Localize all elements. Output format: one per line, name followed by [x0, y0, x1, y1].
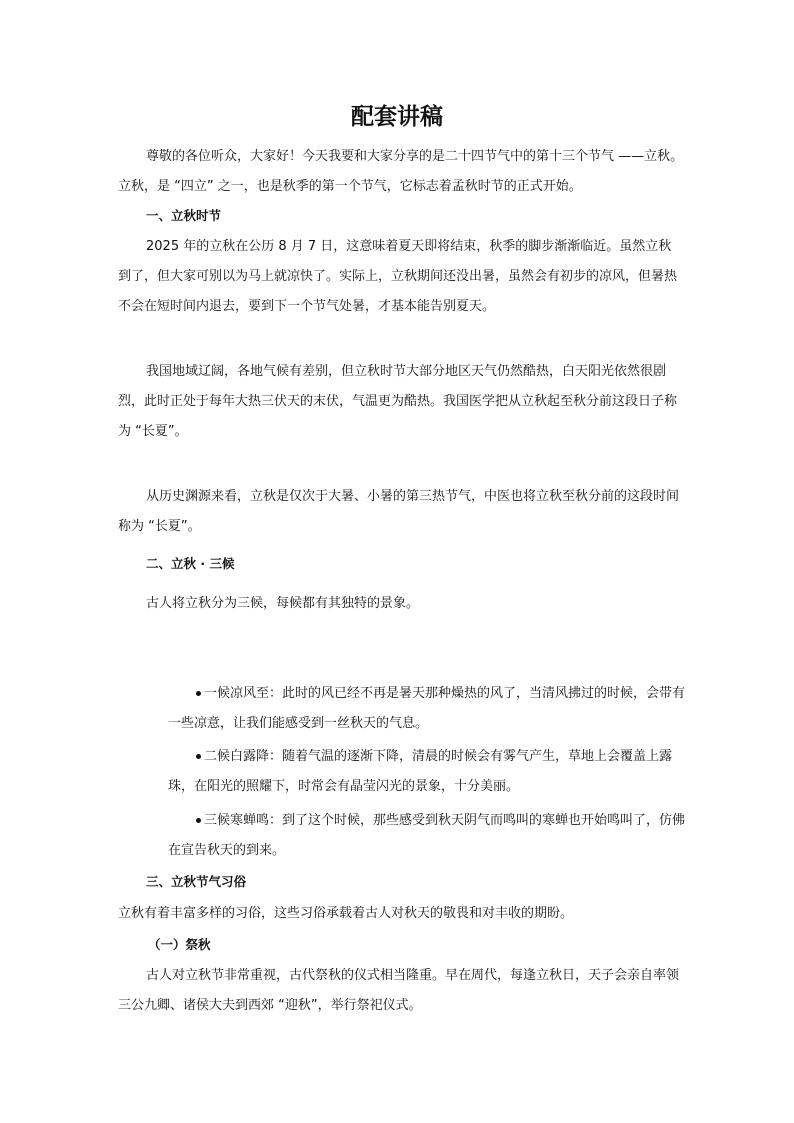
list-item: [168, 742, 688, 802]
list-item-text: 二候白露降：随着气温的逐渐下降，清晨的时候会有雾气产生，草地上会覆盖上露珠，在阳光的照耀下，时常会有晶莹闪光的景象，十分美丽。: [168, 749, 673, 794]
bullet-icon: [196, 691, 201, 696]
section-2-intro: 古人将立秋分为三候，每候都有其独特的景象。: [146, 596, 420, 611]
section-3-heading: 三、立秋节气习俗: [146, 874, 247, 889]
section-1-paragraph-2: 我国地域辽阔，各地气候有差别，但立秋时节大部分地区天气仍然酷热，白天阳光依然很剧烈，此时正处于每年大热三伏天的末伏，气温更为酷热。我国医学把从立秋起至秋分前这段日子称为 “长夏”。: [118, 364, 678, 439]
bullet-icon: [196, 754, 201, 759]
list-item-text: 三候寒蝉鸣：到了这个时候，那些感受到秋天阴气而鸣叫的寒蝉也开始鸣叫了，仿佛在宣告秋天的到来。: [168, 813, 686, 858]
subsection-1-heading: （一）祭秋: [148, 937, 211, 952]
subsection-1-paragraph-1: 古人对立秋节非常重视，古代祭秋的仪式相当隆重。早在周代，每逢立秋日，天子会亲自率领三公九卿、诸侯大夫到西郊 “迎秋”，举行祭祀仪式。: [118, 968, 680, 1013]
section-3-intro: 立秋有着丰富多样的习俗，这些习俗承载着古人对秋天的敬畏和对丰收的期盼。: [118, 906, 574, 921]
section-1-paragraph-3: 从历史渊源来看，立秋是仅次于大暑、小暑的第三热节气，中医也将立秋至秋分前的这段时间称为 “长夏”。: [118, 489, 680, 534]
intro-paragraph: 尊敬的各位听众，大家好！今天我要和大家分享的是二十四节气中的第十三个节气 ——立秋。立秋，是 “四立” 之一，也是秋季的第一个节气，它标志着孟秋时节的正式开始。: [118, 149, 684, 194]
section-1-heading: 一、立秋时节: [146, 208, 222, 223]
list-item: [168, 806, 688, 866]
list-item-text: 一候凉风至：此时的风已经不再是暑天那种燥热的风了，当清风拂过的时候，会带有一些凉意，让我们能感受到一丝秋天的气息。: [168, 686, 686, 731]
bullet-icon: [196, 818, 201, 823]
list-item: [168, 679, 688, 739]
page-title: 配套讲稿: [351, 103, 443, 130]
section-2-heading: 二、立秋 · 三候: [146, 556, 235, 571]
section-1-paragraph-1: 2025 年的立秋在公历 8 月 7 日，这意味着夏天即将结束，秋季的脚步渐渐临近。虽然立秋到了，但大家可别以为马上就凉快了。实际上，立秋期间还没出暑，虽然会有初步的凉风，但暑热不会在短时间内退去，要到下一个节气处暑，才基本能告别夏天。: [118, 239, 678, 314]
